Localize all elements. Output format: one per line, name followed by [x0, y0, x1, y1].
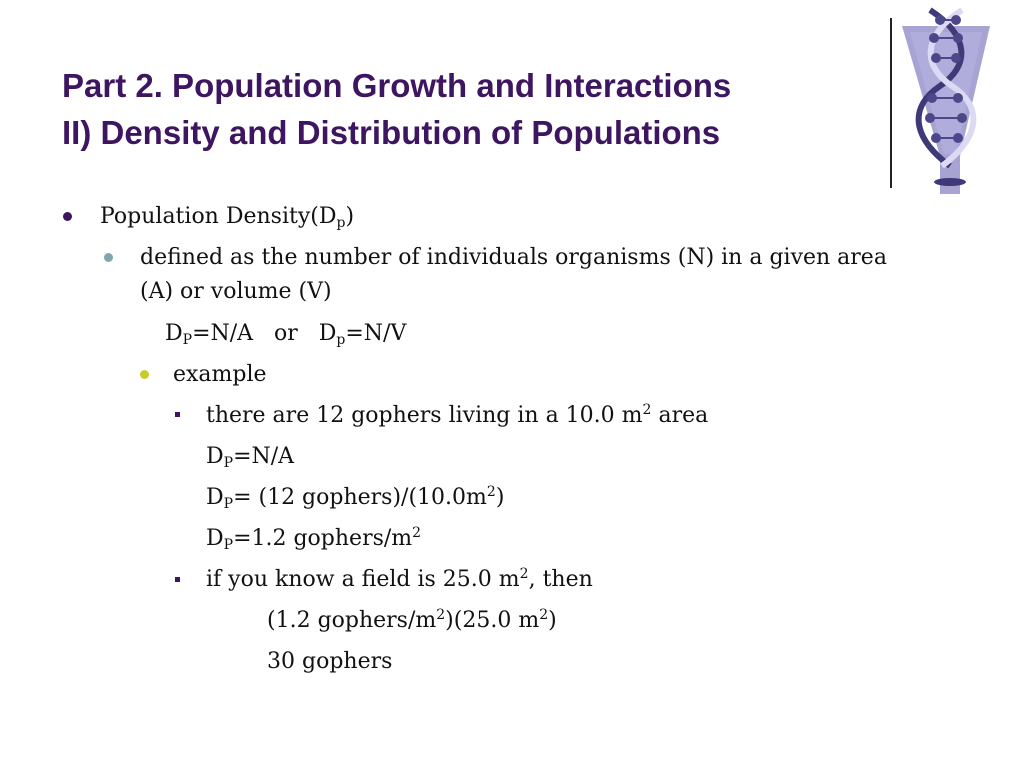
result: 30 gophers: [267, 649, 393, 674]
bullet-level-1: [63, 212, 72, 221]
density-formula: $D_P=N/A$ or $D_p=N/V$: [165, 321, 407, 348]
definition-line-2: (A) or volume (V): [140, 279, 332, 304]
example-label: example: [173, 362, 267, 387]
bullet-level-4: [175, 577, 180, 582]
equation-3: $D_P=1.2$ gophers/$m^2$: [206, 525, 422, 553]
field-question: if you know a field is 25.0 $m^2$, then: [206, 566, 593, 592]
title-line-2: II) Density and Distribution of Populations: [62, 114, 721, 151]
slide-title: [62, 62, 882, 156]
bullet-level-3: [140, 370, 149, 379]
definition-line-1: defined as the number of individuals organisms (N) in a given area: [140, 245, 887, 270]
equation-2: $D_P= (12$ $gophers)/(10.0m^2)$: [206, 484, 505, 512]
bullet-level-4: [175, 412, 180, 417]
vertical-divider: [890, 18, 892, 188]
equation-1: $D_P=N/A$: [206, 444, 295, 471]
calculation: (1.2 gophers/$m^2)(25.0$ $m^2$): [267, 607, 557, 633]
bullet-population-density: Population $Density(D_p)$: [100, 204, 355, 231]
bullet-level-2: [104, 253, 113, 262]
example-gophers: there are 12 gophers living in a 10.0 $m^2$ area: [206, 402, 709, 428]
title-line-1: Part 2. Population Growth and Interactions: [62, 67, 732, 104]
dna-helix-icon: [900, 6, 992, 198]
